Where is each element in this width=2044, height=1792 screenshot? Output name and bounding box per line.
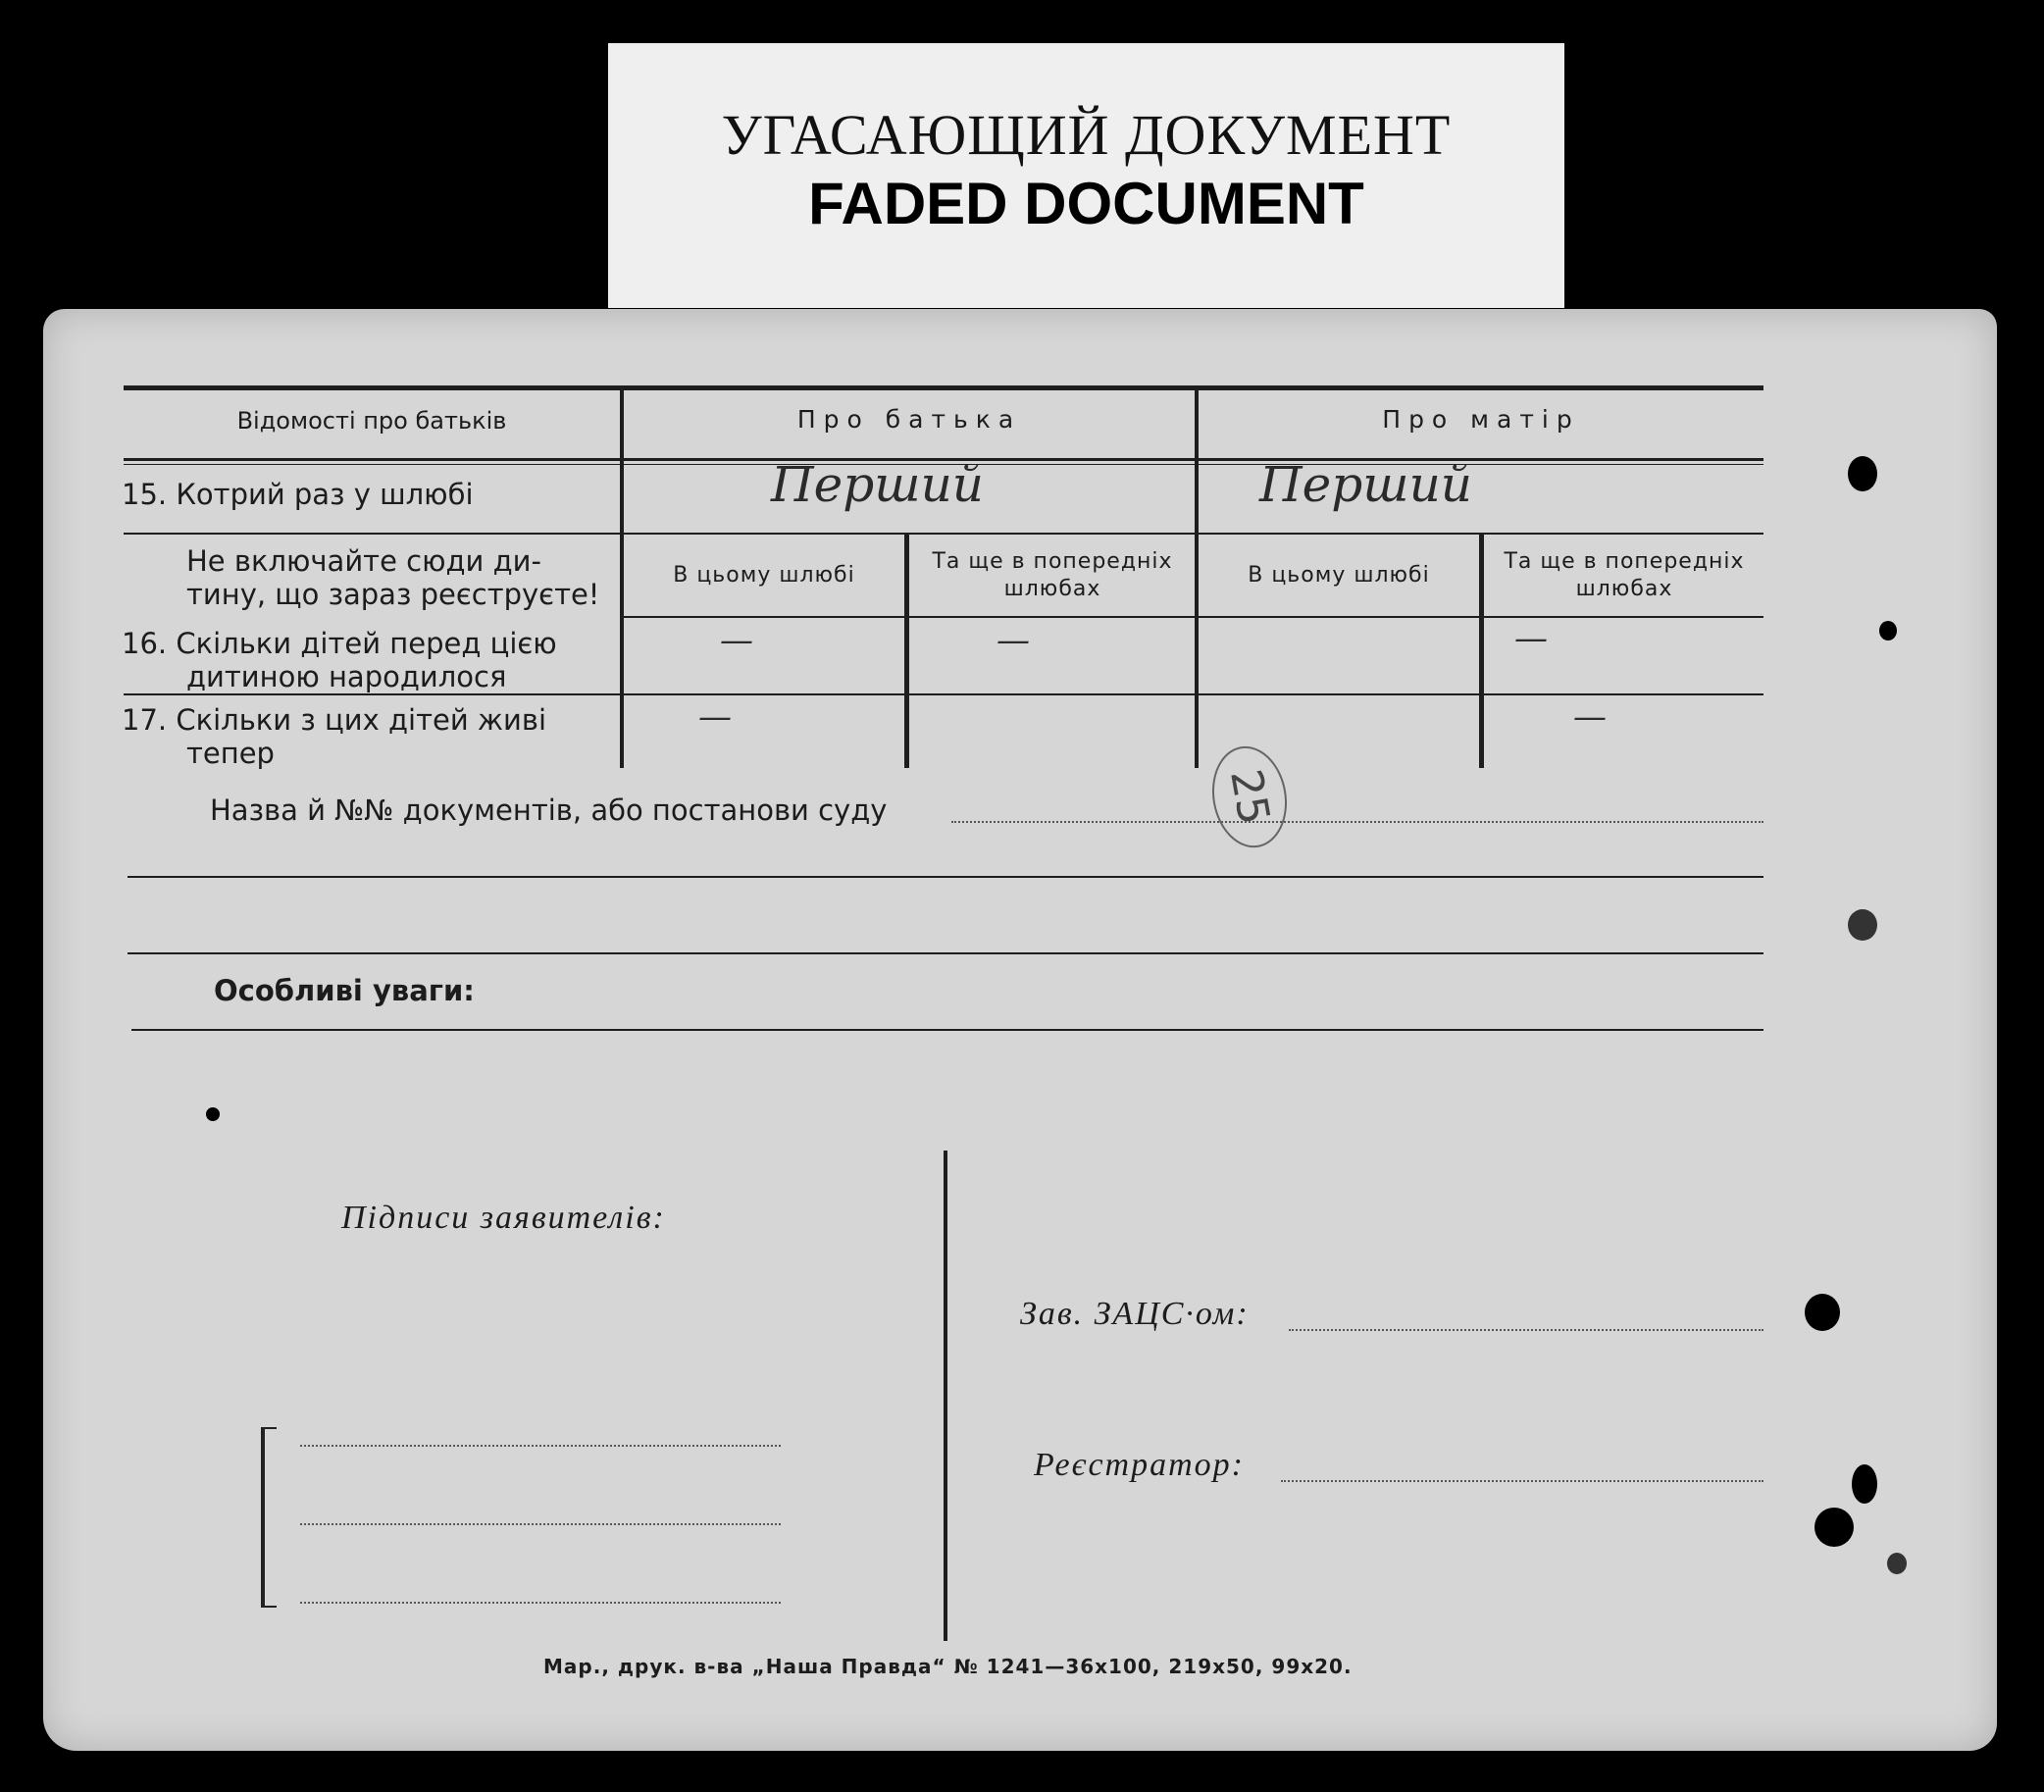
header-father: Про батька — [796, 405, 1022, 434]
head-zags-signature-line — [1289, 1329, 1763, 1331]
label-title-ru: УГАСАЮЩИЙ ДОКУМЕНТ — [721, 103, 1452, 167]
applicants-bracket — [261, 1427, 277, 1608]
head-zags-label: Зав. ЗАЦС·ом: — [1020, 1296, 1250, 1332]
row16-line-2: дитиною народилося — [186, 660, 507, 693]
row16-rule — [124, 693, 1763, 695]
registrar-label: Реєстратор: — [1034, 1447, 1245, 1483]
signature-divider — [944, 1151, 947, 1641]
binding-hole — [1848, 456, 1877, 491]
note-line-1: Не включайте сюди ди- — [186, 544, 541, 578]
row17-father-this-value: — — [698, 697, 732, 737]
documents-rule-1 — [128, 876, 1763, 878]
subheader-rule — [622, 616, 1763, 618]
row16-mother-previous-value: — — [1514, 619, 1548, 658]
row16-line-1: 16. Скільки дітей перед цією — [122, 627, 557, 660]
col-divider-mother — [1479, 533, 1484, 768]
row17-mother-previous-value: — — [1573, 697, 1607, 737]
binding-hole — [1852, 1464, 1877, 1504]
sub-father-this-marriage: В цьому шлюбі — [673, 563, 855, 588]
col-divider-father — [904, 533, 909, 768]
applicant-signature-line-3 — [300, 1602, 781, 1604]
sub-mother-this-marriage: В цьому шлюбі — [1248, 563, 1430, 588]
binding-hole — [1814, 1508, 1854, 1547]
sub-father-previous: Та ще в попередніх шлюбах — [932, 549, 1173, 601]
row16-father-this-value: — — [720, 621, 753, 660]
row15-rule — [124, 533, 1763, 535]
row15-father-value: Перший — [771, 456, 984, 513]
row17-line-1: 17. Скільки з цих дітей живі — [122, 703, 547, 737]
applicants-signatures-label: Підписи заявителів: — [341, 1200, 666, 1236]
label-title-en: FADED DOCUMENT — [808, 171, 1364, 236]
table-top-rule — [124, 385, 1763, 390]
row16-father-previous-value: — — [996, 621, 1030, 660]
row17-line-2: тепер — [186, 737, 275, 770]
binding-hole — [1879, 621, 1897, 640]
faded-document-label — [608, 43, 1564, 308]
documents-label: Назва й №№ документів, або постанови суду — [210, 794, 888, 827]
header-mother: Про матір — [1382, 405, 1580, 434]
binding-hole — [1887, 1553, 1907, 1574]
applicant-signature-line-1 — [300, 1445, 781, 1447]
binding-hole — [1805, 1294, 1840, 1331]
documents-dotted-line — [951, 821, 1763, 823]
note-line-2: тину, що зараз реєструєте! — [186, 578, 600, 611]
ink-spot — [206, 1107, 220, 1121]
special-notes-label: Особливі уваги: — [214, 974, 475, 1007]
binding-hole — [1848, 909, 1877, 941]
printer-imprint: Мар., друк. в-ва „Наша Правда“ № 1241—36x100, 219x50, 99x20. — [543, 1655, 1353, 1678]
faint-stamp: 25 — [1204, 741, 1295, 853]
header-parents-info: Відомості про батьків — [236, 407, 507, 435]
sub-mother-previous: Та ще в попередніх шлюбах — [1504, 549, 1745, 601]
registrar-signature-line — [1281, 1480, 1763, 1482]
row15-mother-value: Перший — [1259, 456, 1472, 513]
documents-rule-2 — [128, 952, 1763, 954]
document-page — [43, 309, 1997, 1751]
row15-label: 15. Котрий раз у шлюбі — [122, 478, 474, 511]
applicant-signature-line-2 — [300, 1523, 781, 1525]
special-notes-rule — [131, 1029, 1763, 1031]
